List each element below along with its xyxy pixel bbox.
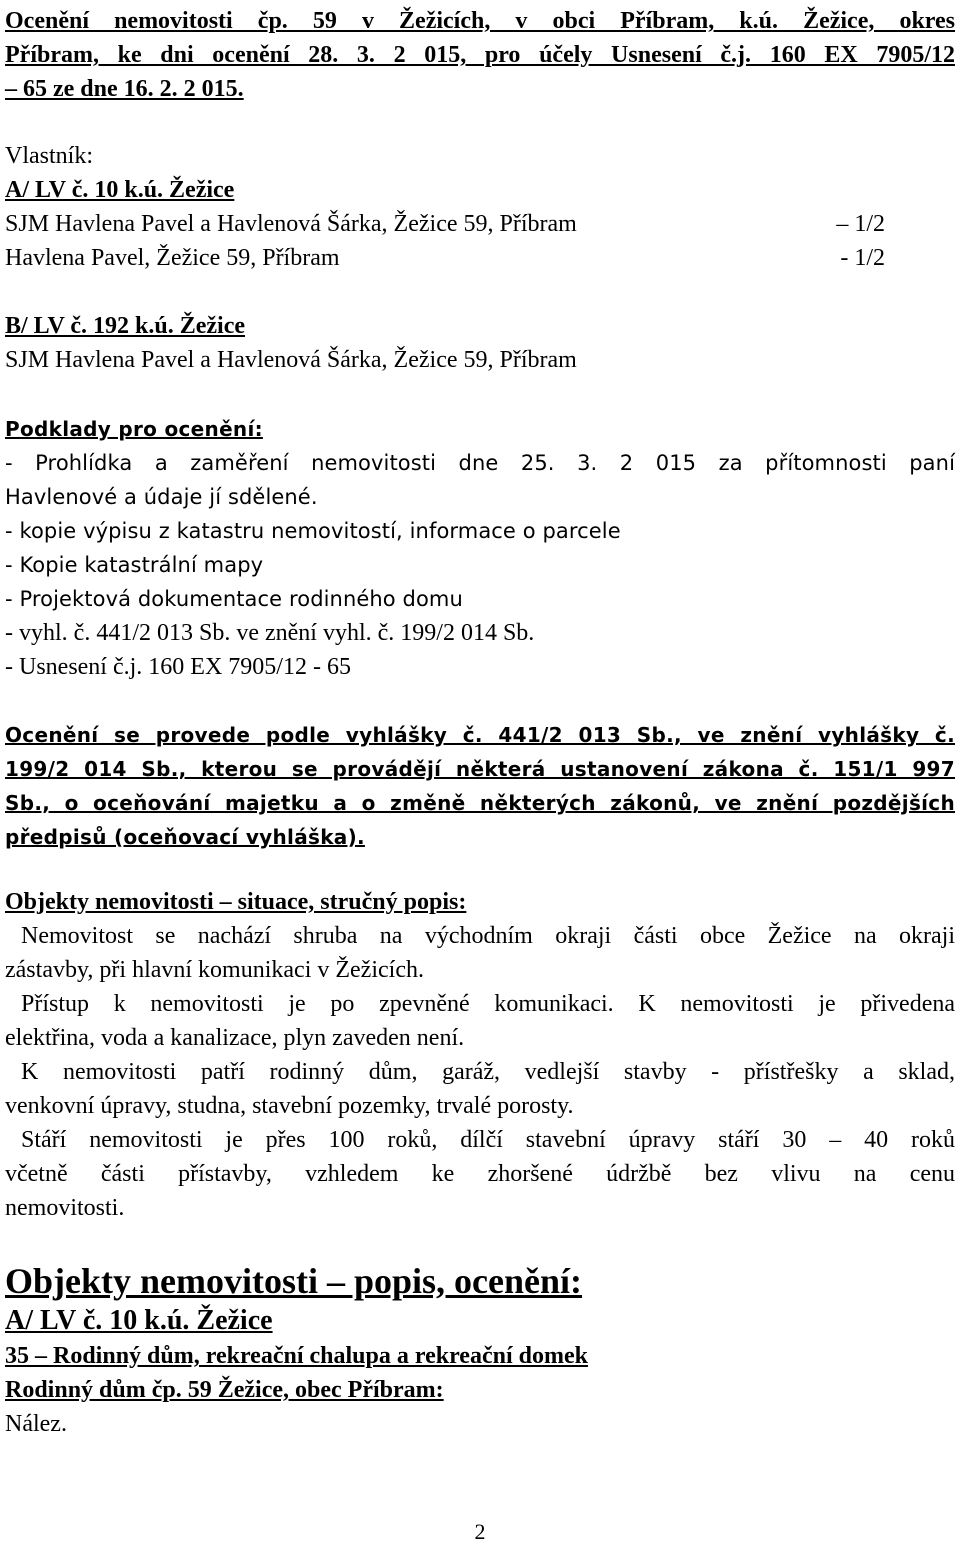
owner-share: – 1/2 bbox=[836, 211, 885, 237]
situace-paragraph-line: Stáří nemovitosti je přes 100 roků, dílčí stavební úpravy stáří 30 – 40 roků bbox=[21, 1127, 955, 1153]
owners-section bbox=[5, 139, 955, 275]
oceneni-line: 199/2 014 Sb., kterou se provádějí některá ustanovení zákona č. 151/1 997 bbox=[5, 757, 955, 781]
document-title bbox=[5, 4, 955, 106]
situace-paragraph-line: K nemovitosti patří rodinný dům, garáž, vedlejší stavby - přístřešky a sklad, bbox=[21, 1059, 955, 1085]
podklady-item: - Usnesení č.j. 160 EX 7905/12 - 65 bbox=[5, 654, 351, 680]
situace-paragraph-line: Přístup k nemovitosti je po zpevněné komunikaci. K nemovitosti je přivedena bbox=[21, 991, 955, 1017]
popis-house-heading: Rodinný dům čp. 59 Žežice, obec Příbram: bbox=[5, 1377, 444, 1403]
situace-paragraph-line: Nemovitost se nachází shruba na východním okraji části obce Žežice na okraji bbox=[21, 923, 955, 949]
popis-nalez: Nález. bbox=[5, 1411, 67, 1437]
popis-object-heading: 35 – Rodinný dům, rekreační chalupa a rekreační domek bbox=[5, 1343, 588, 1369]
owners-a-heading: A/ LV č. 10 k.ú. Žežice bbox=[5, 177, 235, 203]
podklady-item: - kopie výpisu z katastru nemovitostí, informace o parcele bbox=[5, 519, 621, 543]
oceneni-line: Ocenění se provede podle vyhlášky č. 441/2 013 Sb., ve znění vyhlášky č. bbox=[5, 723, 955, 747]
situace-paragraph-line: elektřina, voda a kanalizace, plyn zaveden není. bbox=[5, 1025, 465, 1051]
popis-heading: Objekty nemovitosti – popis, ocenění: bbox=[5, 1261, 583, 1301]
owner-row bbox=[5, 241, 885, 275]
situace-heading: Objekty nemovitosti – situace, stručný popis: bbox=[5, 889, 467, 915]
podklady-item: - Prohlídka a zaměření nemovitosti dne 25. 3. 2 015 za přítomnosti paní bbox=[5, 451, 955, 475]
popis-lv-heading: A/ LV č. 10 k.ú. Žežice bbox=[5, 1305, 273, 1336]
podklady-item: - vyhl. č. 441/2 013 Sb. ve znění vyhl. č. 199/2 014 Sb. bbox=[5, 620, 535, 646]
owner-share: - 1/2 bbox=[840, 245, 885, 271]
owner-row bbox=[5, 207, 885, 241]
owners-label: Vlastník: bbox=[5, 143, 93, 169]
podklady-item: - Kopie katastrální mapy bbox=[5, 553, 264, 577]
situace-paragraph-line: zástavby, při hlavní komunikaci v Žežicích. bbox=[5, 957, 424, 983]
situace-paragraph-line: včetně části přístavby, vzhledem ke zhoršené údržbě bez vlivu na cenu bbox=[5, 1161, 955, 1187]
owner-name: Havlena Pavel, Žežice 59, Příbram bbox=[5, 245, 340, 271]
owner-name: SJM Havlena Pavel a Havlenová Šárka, Žežice 59, Příbram bbox=[5, 347, 577, 373]
owner-name: SJM Havlena Pavel a Havlenová Šárka, Žežice 59, Příbram bbox=[5, 211, 577, 237]
oceneni-section bbox=[5, 718, 955, 854]
owners-b-heading: B/ LV č. 192 k.ú. Žežice bbox=[5, 313, 246, 339]
podklady-item: - Projektová dokumentace rodinného domu bbox=[5, 587, 463, 611]
podklady-section bbox=[5, 412, 955, 684]
title-line: Ocenění nemovitosti čp. 59 v Žežicích, v obci Příbram, k.ú. Žežice, okres bbox=[5, 8, 955, 34]
title-line: – 65 ze dne 16. 2. 2 015. bbox=[5, 76, 244, 102]
oceneni-line: Sb., o oceňování majetku a o změně některých zákonů, ve znění pozdějších bbox=[5, 791, 955, 815]
popis-section bbox=[5, 1259, 955, 1441]
situace-paragraph-line: nemovitosti. bbox=[5, 1195, 125, 1221]
podklady-item: Havlenové a údaje jí sdělené. bbox=[5, 485, 318, 509]
podklady-heading: Podklady pro ocenění: bbox=[5, 417, 263, 441]
title-line: Příbram, ke dni ocenění 28. 3. 2 015, pro účely Usnesení č.j. 160 EX 7905/12 bbox=[5, 42, 955, 68]
situace-paragraph-line: venkovní úpravy, studna, stavební pozemky, trvalé porosty. bbox=[5, 1093, 574, 1119]
oceneni-line: předpisů (oceňovací vyhláška). bbox=[5, 825, 365, 849]
situace-section bbox=[5, 885, 955, 1225]
page-number: 2 bbox=[474, 1519, 486, 1544]
owners-b-section bbox=[5, 309, 955, 377]
